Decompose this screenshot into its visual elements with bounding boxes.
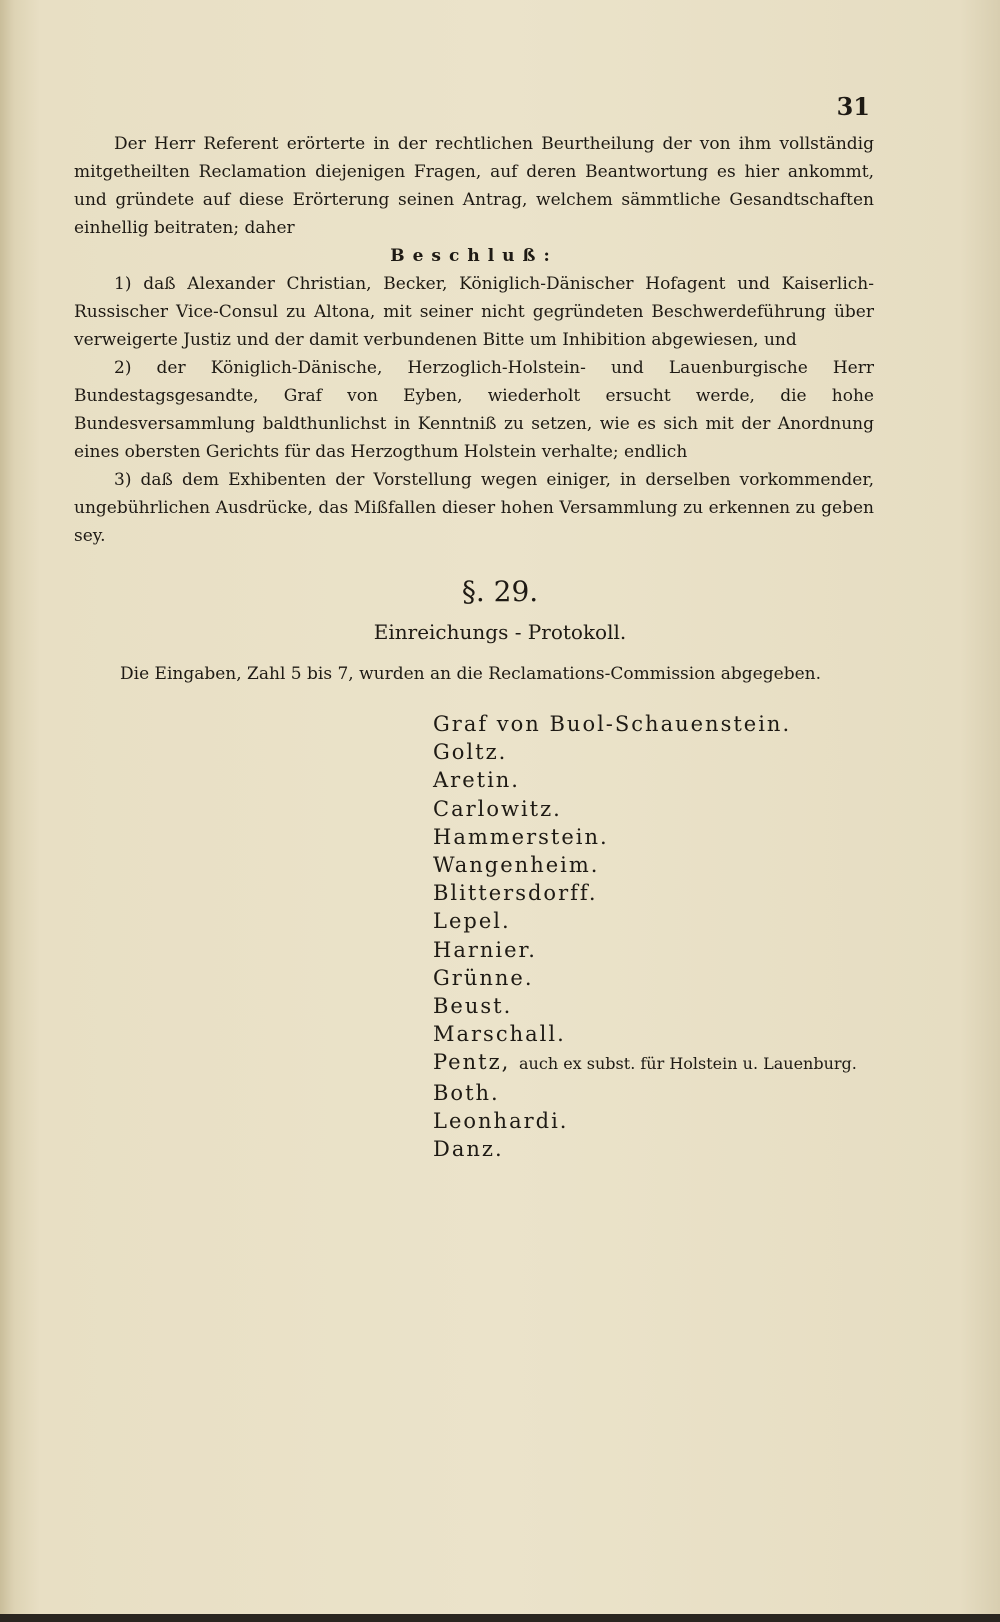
signature-name: Blittersdorff. xyxy=(433,881,598,906)
signature-name: Graf von Buol-Schauenstein. xyxy=(433,712,792,736)
signature-name: Aretin. xyxy=(433,768,520,793)
signature xyxy=(433,851,857,879)
signature xyxy=(433,738,857,766)
signature xyxy=(433,823,857,851)
intro-paragraph: Der Herr Referent erörterte in der rechtlichen Beurtheilung der von ihm vollständig mitgetheilten Reclamation diejenigen Fragen, auf deren Beantwortung es hier ankommt, und gründete auf diese Erörterung seinen Antrag, welchem sämmtliche Gesandtschaften einhellig beitraten; daher xyxy=(74,134,874,238)
signature-name: Leonhardi. xyxy=(433,1108,569,1133)
resolution-heading: Beschluß: xyxy=(390,246,558,266)
signature xyxy=(433,1048,857,1078)
section-number: §. 29. xyxy=(461,575,539,608)
section-title: Einreichungs - Protokoll. xyxy=(373,620,627,644)
signature-name: Pentz, xyxy=(433,1050,511,1075)
signature xyxy=(433,766,857,794)
signature xyxy=(433,879,857,907)
signature xyxy=(433,710,857,738)
signature-name: Goltz. xyxy=(433,740,508,765)
resolution-item-2: 2) der Königlich-Dänische, Herzoglich-Holstein- und Lauenburgische Herr Bundestagsgesandte, Graf von Eyben, wiederholt ersucht werde, die hohe Bundesversammlung baldthunlichst in Kenntniß zu setzen, wie es sich mit der Anordnung eines obersten Gerichts für das Herzogthum Holstein verhalte; endlich xyxy=(74,358,874,462)
resolution-item-3: 3) daß dem Exhibenten der Vorstellung wegen einiger, in derselben vorkommender, ungebührlichen Ausdrücke, das Mißfallen dieser hohen Versammlung zu erkennen zu geben sey. xyxy=(74,470,874,546)
signature-name: Hammerstein. xyxy=(433,824,609,849)
signature xyxy=(433,1107,857,1135)
signature-list xyxy=(433,710,857,1163)
signature xyxy=(433,964,857,992)
signature-name: Marschall. xyxy=(433,1022,566,1047)
page-number: 31 xyxy=(836,92,870,121)
signature xyxy=(433,1079,857,1107)
signature-note: auch ex subst. für Holstein u. Lauenburg. xyxy=(519,1054,857,1074)
body-text xyxy=(74,130,874,550)
resolution-item-1: 1) daß Alexander Christian, Becker, Königlich-Dänischer Hofagent und Kaiserlich-Russischer Vice-Consul zu Altona, mit seiner nicht gegründeten Beschwerdeführung über verweigerte Justiz und der damit verbundenen Bitte um Inhibition abgewiesen, und xyxy=(74,274,874,350)
signature xyxy=(433,1020,857,1048)
signature-name: Danz. xyxy=(433,1137,504,1162)
page-bottom-edge xyxy=(0,1614,1000,1622)
signature-name: Harnier. xyxy=(433,937,537,962)
signature-name: Carlowitz. xyxy=(433,796,562,821)
signature xyxy=(433,1135,857,1163)
signature xyxy=(433,907,857,935)
signature-name: Lepel. xyxy=(433,909,511,934)
signature-name: Grünne. xyxy=(433,965,534,990)
section-text: Die Eingaben, Zahl 5 bis 7, wurden an die Reclamations-Commission abgegeben. xyxy=(120,664,821,684)
signature xyxy=(433,936,857,964)
signature xyxy=(433,992,857,1020)
signature-name: Wangenheim. xyxy=(433,853,600,878)
signature-name: Beust. xyxy=(433,994,513,1019)
signature xyxy=(433,795,857,823)
signature-name: Both. xyxy=(433,1080,500,1105)
